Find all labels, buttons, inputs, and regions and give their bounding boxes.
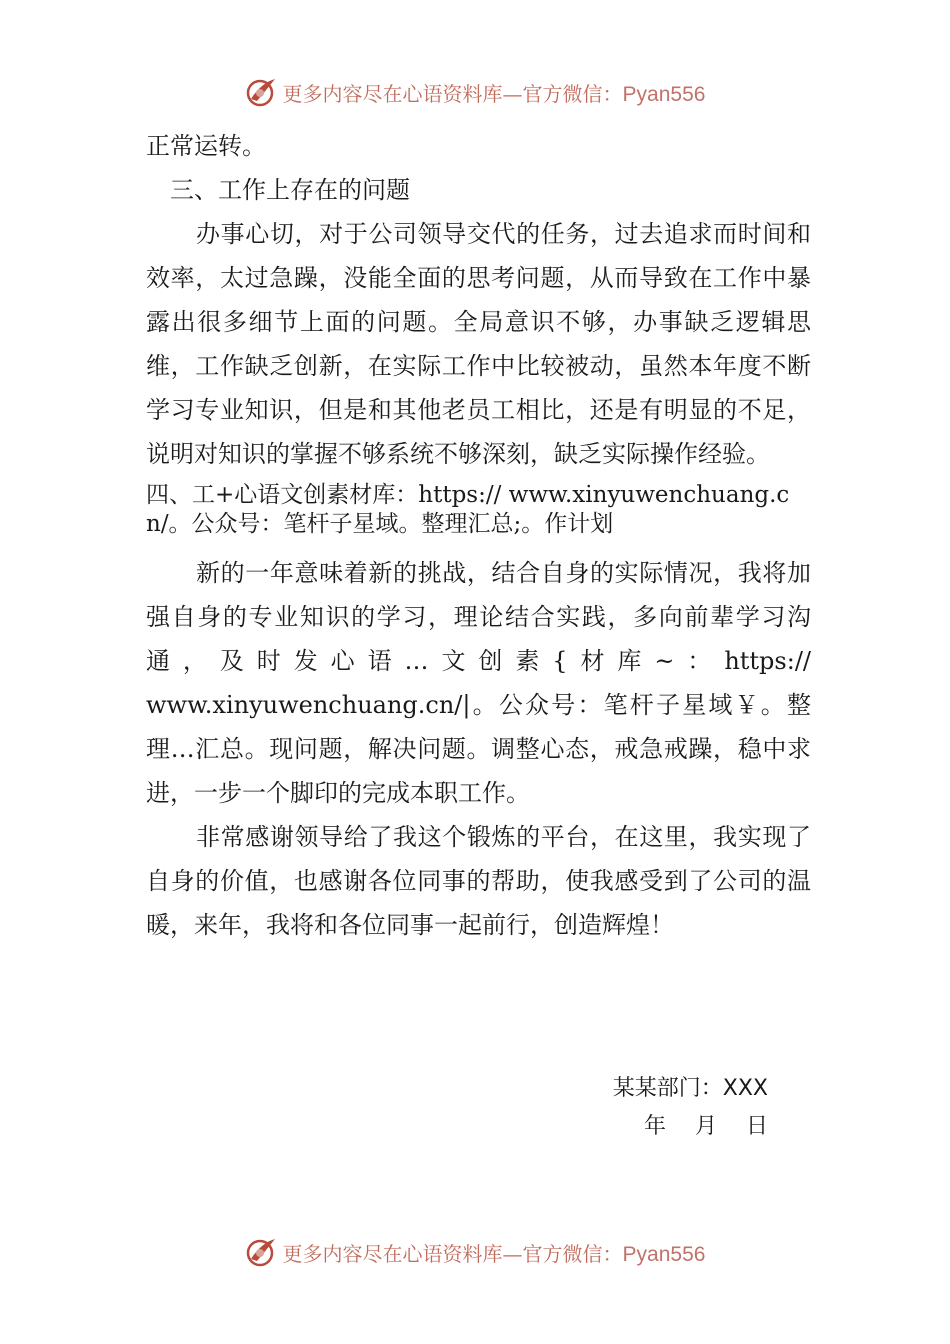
watermark-text: 更多内容尽在心语资料库—官方微信：Pyan556 bbox=[282, 81, 706, 106]
signature-block bbox=[613, 1070, 768, 1146]
watermark-banner-bottom bbox=[0, 1232, 950, 1272]
brand-logo-icon bbox=[245, 75, 279, 109]
department-signature: 某某部门：XXX bbox=[612, 1076, 768, 1101]
brand-logo-icon bbox=[245, 1235, 279, 1269]
watermark-handle: Pyan556 bbox=[622, 1242, 706, 1266]
date-day: 日 bbox=[745, 1114, 768, 1139]
document-body bbox=[146, 124, 811, 947]
watermark-handle: Pyan556 bbox=[622, 82, 706, 106]
date-line bbox=[613, 1108, 768, 1146]
continuation-line: 正常运转。 bbox=[146, 132, 266, 160]
watermark-banner-top bbox=[0, 72, 950, 112]
section-3-paragraph: 办事心切，对于公司领导交代的任务，过去追求而时间和效率，太过急躁，没能全面的思考问题，从而导致在工作中暴露出很多细节上面的问题。全局意识不够，办事缺乏逻辑思维，工作缺乏创新，在实际工作中比较被动，虽然本年度不断学习专业知识，但是和其他老员工相比，还是有明显的不足，说明对知识的掌握不够系统不够深刻，缺乏实际操作经验。 bbox=[146, 220, 811, 468]
section-3-heading: 三、工作上存在的问题 bbox=[170, 176, 410, 204]
section-4-heading: 四、工+心语文创素材库：https:// www.xinyuwenchuang.cn/。公众号：笔杆子星域。整理汇总;。作计划 bbox=[146, 482, 790, 537]
watermark-text: 更多内容尽在心语资料库—官方微信：Pyan556 bbox=[282, 1241, 706, 1266]
closing-paragraph: 非常感谢领导给了我这个锻炼的平台，在这里，我实现了自身的价值，也感谢各位同事的帮助，使我感受到了公司的温暖，来年，我将和各位同事一起前行，创造辉煌！ bbox=[146, 823, 811, 939]
date-month: 月 bbox=[694, 1114, 717, 1139]
section-4-paragraph: 新的一年意味着新的挑战，结合自身的实际情况，我将加强自身的专业知识的学习，理论结合实践，多向前辈学习沟通，及时发心语…文创素{材库~：https:// www.xinyuwenchuang.cn/|。公众号：笔杆子星域￥。整理…汇总。现问题，解决问题。调整心态，戒急戒躁，稳中求进，一步一个脚印的完成本职工作。 bbox=[146, 559, 811, 807]
date-year: 年 bbox=[643, 1114, 666, 1139]
